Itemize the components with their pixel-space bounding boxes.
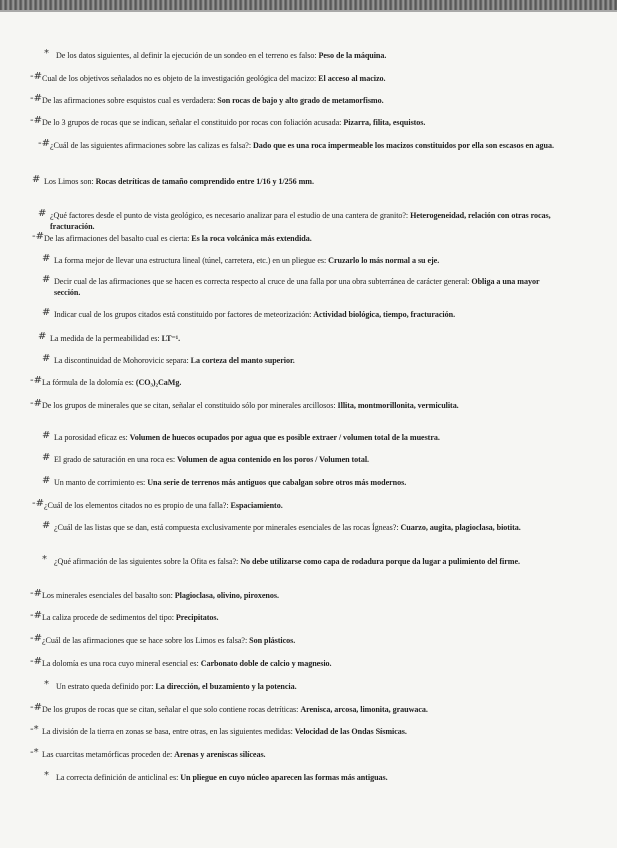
item-mark: -# — [32, 498, 44, 509]
item-mark: # — [38, 331, 47, 342]
scan-top-border-line — [0, 10, 617, 12]
item-mark: -# — [30, 398, 42, 409]
answer-text: La corteza del manto superior. — [190, 356, 295, 365]
question-item — [42, 95, 556, 106]
question-text: La porosidad eficaz es: — [54, 433, 130, 442]
question-text: Indicar cual de los grupos citados está constituido por factores de meteorización: — [54, 310, 314, 319]
question-item — [54, 454, 556, 465]
question-text: ¿Qué factores desde el punto de vista geológico, es necesario analizar para el estudio de una cantera de granito?: — [50, 211, 411, 220]
question-item — [56, 772, 556, 783]
item-mark: # — [42, 253, 51, 264]
answer-text: La dirección, el buzamiento y la potencia. — [155, 682, 297, 691]
item-mark: -# — [30, 93, 42, 104]
question-item — [54, 255, 556, 266]
answer-text: Un pliegue en cuyo núcleo aparecen las formas más antiguas. — [180, 773, 388, 782]
answer-text: Volumen de agua contenido en los poros / Volumen total. — [177, 455, 369, 464]
question-item — [54, 522, 556, 533]
question-item — [42, 749, 556, 760]
item-mark: -# — [30, 115, 42, 126]
question-text: ¿Cuál de las listas que se dan, está compuesta exclusivamente por minerales esenciales de las rocas Ígneas?: — [54, 523, 401, 532]
question-text: El grado de saturación en una roca es: — [54, 455, 178, 464]
question-item — [42, 635, 556, 646]
question-text: Un manto de corrimiento es: — [54, 478, 148, 487]
question-item — [50, 210, 556, 232]
question-text: Cual de los objetivos señalados no es objeto de la investigación geológica del macizo: — [42, 74, 319, 83]
answer-text: Obliga a una mayor sección. — [54, 277, 540, 297]
item-mark: # — [32, 174, 41, 185]
question-text: De los grupos de rocas que se citan, señalar el que solo contiene rocas detríticas: — [42, 705, 301, 714]
item-mark: -# — [30, 375, 42, 386]
question-text: La fórmula de la dolomía es: — [42, 378, 136, 387]
question-item — [44, 176, 556, 187]
question-text: De lo 3 grupos de rocas que se indican, señalar el constituido por rocas con foliación acusada: — [42, 118, 344, 127]
item-mark: -# — [30, 702, 42, 713]
answer-text: Es la roca volcánica más extendida. — [191, 234, 312, 243]
question-text: La dolomía es una roca cuyo mineral esencial es: — [42, 659, 201, 668]
answer-text: Peso de la máquina. — [318, 51, 387, 60]
item-mark: # — [38, 208, 47, 219]
answer-text: Plagioclasa, olivino, piroxenos. — [174, 591, 279, 600]
question-item — [42, 612, 556, 623]
question-item — [42, 590, 556, 601]
question-text: De las afirmaciones del basalto cual es cierta: — [44, 234, 192, 243]
item-mark: -* — [30, 747, 39, 758]
item-mark: -# — [38, 138, 50, 149]
question-item — [56, 681, 556, 692]
item-mark: # — [42, 452, 51, 463]
item-mark: -# — [30, 610, 42, 621]
answer-text: Illita, montmorillonita, vermiculita. — [337, 401, 459, 410]
item-mark: # — [42, 307, 51, 318]
item-mark: -# — [32, 231, 44, 242]
answer-text: Son plásticos. — [249, 636, 296, 645]
answer-text: Velocidad de las Ondas Sísmicas. — [294, 727, 407, 736]
answer-text: (CO₃)₂CaMg. — [135, 378, 182, 387]
answer-text: Cruzarlo lo más normal a su eje. — [328, 256, 440, 265]
answer-text: Heterogeneidad, relación con otras rocas, fracturación. — [50, 211, 551, 231]
answer-text: Volumen de huecos ocupados por agua que es posible extraer / volumen total de la muestra. — [129, 433, 440, 442]
question-text: La forma mejor de llevar una estructura lineal (túnel, carretera, etc.) en un pliegue es: — [54, 256, 329, 265]
question-text: ¿Cuál de las siguientes afirmaciones sobre las calizas es falsa?: — [50, 141, 254, 150]
question-item — [54, 309, 556, 320]
answer-text: LT⁻¹. — [161, 334, 181, 343]
answer-text: Dado que es una roca impermeable los macizos constituidos por ella son escasos en agua. — [253, 141, 554, 150]
question-item — [42, 73, 556, 84]
item-mark: * — [44, 770, 49, 781]
question-item — [54, 276, 556, 298]
question-item — [44, 500, 556, 511]
question-text: La correcta definición de anticlinal es: — [56, 773, 181, 782]
answer-text: No debe utilizarse como capa de rodadura porque da lugar a pulimiento del firme. — [240, 557, 520, 566]
question-text: Un estrato queda definido por: — [56, 682, 156, 691]
question-text: Las cuarcitas metamórficas proceden de: — [42, 750, 175, 759]
answer-text: Espaciamiento. — [230, 501, 283, 510]
item-mark: # — [42, 520, 51, 531]
scan-top-border — [0, 0, 617, 10]
question-item — [42, 726, 556, 737]
item-mark: -# — [30, 633, 42, 644]
question-text: De los datos siguientes, al definir la ejecución de un sondeo en el terreno es falso: — [56, 51, 319, 60]
item-mark: # — [42, 475, 51, 486]
answer-text: Arenas y areniscas silíceas. — [174, 750, 266, 759]
question-text: Los Limos son: — [44, 177, 96, 186]
question-text: ¿Qué afirmación de las siguientes sobre la Ofita es falsa?: — [54, 557, 241, 566]
item-mark: -# — [30, 71, 42, 82]
question-item — [42, 658, 556, 669]
answer-text: Precipitatos. — [175, 613, 219, 622]
item-mark: # — [42, 430, 51, 441]
question-text: De los grupos de minerales que se citan, señalar el constituido sólo por minerales arcillosos: — [42, 401, 338, 410]
answer-text: Arenisca, arcosa, limonita, grauwaca. — [300, 705, 428, 714]
question-item — [42, 117, 556, 128]
question-text: De las afirmaciones sobre esquistos cual es verdadera: — [42, 96, 218, 105]
answer-text: Son rocas de bajo y alto grado de metamorfismo. — [217, 96, 384, 105]
item-mark: -# — [30, 656, 42, 667]
question-item — [54, 477, 556, 488]
item-mark: * — [44, 679, 49, 690]
item-mark: # — [42, 353, 51, 364]
question-text: Los minerales esenciales del basalto son: — [42, 591, 175, 600]
question-item — [42, 704, 556, 715]
question-item — [50, 333, 556, 344]
question-item — [42, 377, 556, 388]
question-item — [44, 233, 556, 244]
answer-text: Actividad biológica, tiempo, fracturación. — [313, 310, 456, 319]
item-mark: # — [42, 274, 51, 285]
item-mark: * — [44, 48, 49, 59]
answer-text: Una serie de terrenos más antiguos que cabalgan sobre otros más modernos. — [147, 478, 407, 487]
answer-text: Rocas detríticas de tamaño comprendido entre 1/16 y 1/256 mm. — [95, 177, 314, 186]
question-item — [54, 556, 556, 567]
question-text: ¿Cuál de los elementos citados no es propio de una falla?: — [44, 501, 231, 510]
question-text: La caliza procede de sedimentos del tipo: — [42, 613, 176, 622]
answer-text: Cuarzo, augita, plagioclasa, biotita. — [400, 523, 521, 532]
question-text: La medida de la permeabilidad es: — [50, 334, 162, 343]
question-text: Decir cual de las afirmaciones que se hacen es correcta respecto al cruce de una falla por una obra subterránea de carácter general: — [54, 277, 472, 286]
item-mark: -# — [30, 588, 42, 599]
question-item — [42, 400, 556, 411]
question-text: La división de la tierra en zonas se basa, entre otras, en las siguientes medidas: — [42, 727, 295, 736]
question-text: ¿Cuál de las afirmaciones que se hace sobre los Limos es falsa?: — [42, 636, 250, 645]
answer-text: Pizarra, filita, esquistos. — [343, 118, 426, 127]
question-item — [54, 432, 556, 443]
question-item — [56, 50, 556, 61]
item-mark: -* — [30, 724, 39, 735]
question-text: La discontinuidad de Mohorovicic separa: — [54, 356, 191, 365]
answer-text: Carbonato doble de calcio y magnesio. — [200, 659, 332, 668]
question-item — [50, 140, 556, 151]
item-mark: * — [42, 554, 47, 565]
answer-text: El acceso al macizo. — [318, 74, 386, 83]
question-item — [54, 355, 556, 366]
